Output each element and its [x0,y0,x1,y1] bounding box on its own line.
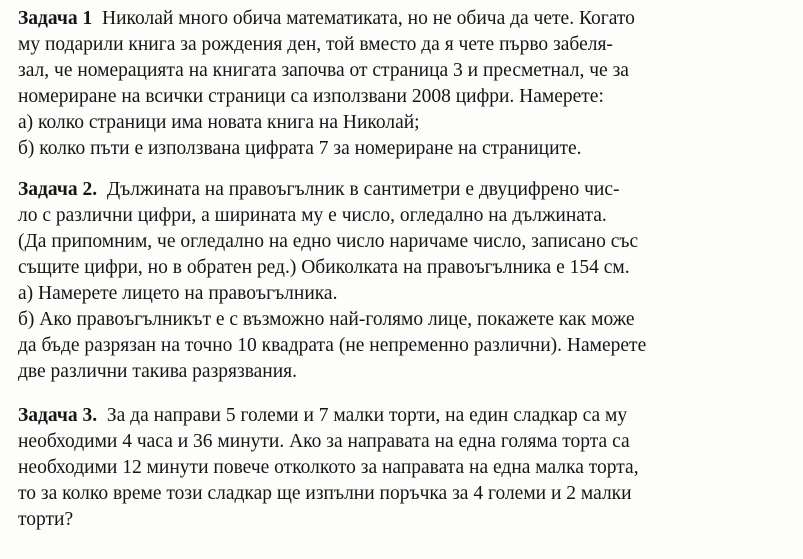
problem-3-line-4: то за колко време този сладкар ще изпълни поръчка за 4 големи и 2 малки [18,483,632,504]
problem-3-line-3: необходими 12 минути повече отколкото за направата на една малка торта, [18,457,639,478]
problem-3-label: Задача 3. [18,405,98,426]
problem-2-line-2: ло с различни цифри, а ширината му е число, огледално на дължината. [18,205,607,226]
problem-1-text-1: Николай много обича математиката, но не обича да чете. Когато [102,8,635,29]
problem-1-line-6: б) колко пъти е използвана цифрата 7 за номериране на страниците. [18,138,582,159]
problem-3-line-5: торти? [18,509,74,530]
problem-2-line-7: да бъде разрязан на точно 10 квадрата (не непременно различни). Намерете [18,335,647,356]
problem-3-text-1: За да направи 5 големи и 7 малки торти, на един сладкар са му [106,405,628,426]
problem-3-line-2: необходими 4 часа и 36 минути. Ако за направата на една голяма торта са [18,431,630,452]
problem-2-line-3: (Да припомним, че огледално на едно число наричаме число, записано със [18,231,639,252]
problem-1-line-2: му подарили книга за рождения ден, той вместо да я чете първо забеля- [18,34,613,55]
problem-2-line-5: а) Намерете лицето на правоъгълника. [18,283,338,304]
problem-1-line-1 [18,6,635,32]
problem-1-line-4: номериране на всички страници са използвани 2008 цифри. Намерете: [18,86,604,107]
problem-1-line-5: а) колко страници има новата книга на Николай; [18,112,420,133]
problem-1-label: Задача 1 [18,8,93,29]
problem-2-label: Задача 2. [18,179,98,200]
problem-2-line-4: същите цифри, но в обратен ред.) Обиколката на правоъгълника е 154 см. [18,257,630,278]
problem-2-line-8: две различни такива разрязвания. [18,361,298,382]
problem-2-line-1 [18,177,619,203]
problem-3-line-1 [18,403,627,429]
problem-2-text-1: Дължината на правоъгълник в сантиметри е двуцифрено чис- [106,179,620,200]
problem-1-line-3: зал, че номерацията на книгата започва от страница 3 и пресметнал, че за [18,60,629,81]
problem-2-line-6: б) Ако правоъгълникът е с възможно най-голямо лице, покажете как може [18,309,635,330]
